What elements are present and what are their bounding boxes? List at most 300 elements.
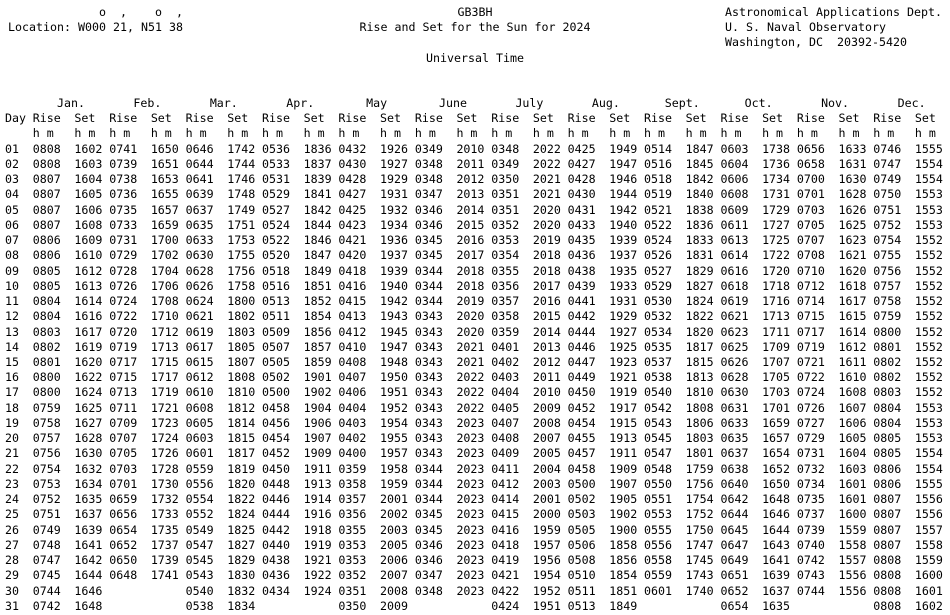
corner-cell (5, 96, 33, 111)
set-cell: 1615 (838, 309, 867, 324)
rise-cell: 0424 (491, 598, 520, 613)
rise-cell: 0601 (644, 583, 673, 598)
rise-column-label: Rise (338, 111, 367, 126)
rise-cell: 0510 (567, 568, 596, 583)
rise-cell: 0748 (32, 537, 61, 552)
table-row (5, 416, 950, 431)
set-cell: 1552 (914, 309, 943, 324)
set-cell: 1556 (838, 583, 867, 598)
table-row (5, 248, 950, 263)
rise-cell: 0621 (185, 309, 214, 324)
table-row (5, 401, 950, 416)
table-row (5, 599, 950, 614)
rise-cell: 0402 (491, 354, 520, 369)
set-cell: 2023 (456, 537, 485, 552)
set-cell: 2007 (532, 431, 561, 446)
set-cell: 1605 (838, 431, 867, 446)
set-cell: 1612 (838, 339, 867, 354)
rise-cell: 0432 (338, 141, 367, 156)
set-cell: 2009 (532, 400, 561, 415)
set-cell: 1728 (150, 461, 179, 476)
set-cell: 2013 (532, 339, 561, 354)
set-cell: 1931 (380, 187, 409, 202)
rise-cell: 0738 (109, 172, 138, 187)
rise-cell: 0344 (414, 278, 443, 293)
set-cell: 1700 (150, 233, 179, 248)
rise-cell: 0654 (109, 522, 138, 537)
rise-cell: 0403 (338, 415, 367, 430)
rise-cell: 0806 (873, 461, 902, 476)
set-cell: 1815 (685, 354, 714, 369)
set-cell: 1605 (74, 187, 103, 202)
rise-cell: 0601 (185, 446, 214, 461)
rise-cell: 0626 (185, 278, 214, 293)
rise-cell: 0547 (185, 537, 214, 552)
day-cell: 11 (5, 294, 19, 309)
rise-cell: 0709 (109, 415, 138, 430)
rise-cell: 0343 (414, 400, 443, 415)
rise-cell: 0552 (185, 507, 214, 522)
rise-cell: 0457 (567, 446, 596, 461)
set-cell: 1854 (609, 568, 638, 583)
rise-cell: 0348 (491, 141, 520, 156)
rise-cell: 0554 (185, 492, 214, 507)
rise-cell: 0759 (873, 309, 902, 324)
rise-cell: 0425 (567, 141, 596, 156)
set-cell: 2016 (456, 233, 485, 248)
rise-cell: 0739 (109, 156, 138, 171)
rise-cell: 0559 (185, 461, 214, 476)
set-cell: 2018 (456, 263, 485, 278)
set-cell: 1815 (227, 431, 256, 446)
set-cell: 1833 (685, 233, 714, 248)
set-cell (151, 599, 186, 614)
set-cell: 1643 (762, 537, 791, 552)
set-cell: 1552 (914, 385, 943, 400)
rise-cell: 0724 (796, 385, 825, 400)
rise-cell: 0531 (262, 172, 291, 187)
set-cell: 1943 (380, 309, 409, 324)
rise-cell: 0345 (414, 522, 443, 537)
table-row (5, 553, 950, 568)
sun-rise-set-table (5, 96, 950, 614)
set-cell: 1653 (150, 172, 179, 187)
set-cell: 1927 (380, 156, 409, 171)
set-cell: 1956 (532, 553, 561, 568)
set-cell: 1646 (74, 583, 103, 598)
set-cell: 1902 (303, 385, 332, 400)
rise-cell: 0806 (32, 233, 61, 248)
rise-cell: 0454 (567, 415, 596, 430)
set-cell: 1957 (532, 537, 561, 552)
set-cell: 1646 (762, 507, 791, 522)
set-cell: 1753 (227, 233, 256, 248)
set-cell: 1842 (685, 172, 714, 187)
set-cell: 2020 (532, 217, 561, 232)
rise-cell: 0346 (414, 553, 443, 568)
rise-cell: 0452 (567, 400, 596, 415)
rise-cell: 0356 (338, 507, 367, 522)
rise-unit-label: h m (185, 126, 207, 141)
rise-cell: 0349 (491, 156, 520, 171)
table-row (5, 462, 950, 477)
rise-cell: 0656 (796, 141, 825, 156)
rise-cell: 0608 (185, 400, 214, 415)
agency-block (725, 5, 942, 51)
rise-cell: 0357 (338, 492, 367, 507)
set-cell: 1921 (303, 553, 332, 568)
set-cell: 1909 (303, 446, 332, 461)
set-cell: 1726 (150, 446, 179, 461)
rise-cell: 0411 (491, 461, 520, 476)
set-cell: 2020 (532, 202, 561, 217)
set-cell: 1940 (380, 278, 409, 293)
set-cell: 1958 (380, 461, 409, 476)
set-cell: 1834 (227, 598, 256, 613)
rise-cell: 0800 (32, 370, 61, 385)
set-column-label: Set (609, 111, 631, 126)
set-cell: 2013 (456, 187, 485, 202)
rise-cell: 0721 (796, 354, 825, 369)
rise-cell: 0652 (109, 537, 138, 552)
rise-cell: 0415 (491, 507, 520, 522)
set-cell: 1606 (838, 415, 867, 430)
set-cell: 1748 (227, 187, 256, 202)
set-cell: 2012 (532, 354, 561, 369)
rise-cell: 0439 (567, 278, 596, 293)
set-cell: 1724 (150, 431, 179, 446)
day-cell: 16 (5, 370, 19, 385)
set-cell: 1854 (303, 309, 332, 324)
set-unit-label: h m (838, 126, 860, 141)
set-cell (686, 599, 721, 614)
rise-cell: 0345 (414, 507, 443, 522)
day-cell: 25 (5, 507, 19, 522)
rise-cell: 0737 (796, 507, 825, 522)
set-cell: 1925 (609, 339, 638, 354)
rise-cell: 0543 (185, 568, 214, 583)
rise-cell: 0555 (644, 522, 673, 537)
set-cell: 1742 (227, 141, 256, 156)
rise-column-label: Rise (720, 111, 749, 126)
set-column-label: Set (762, 111, 784, 126)
table-row (5, 294, 950, 309)
set-cell: 1618 (838, 278, 867, 293)
set-cell: 1607 (838, 400, 867, 415)
set-cell: 1711 (762, 324, 791, 339)
rise-cell: 0355 (491, 263, 520, 278)
rise-cell: 0348 (414, 583, 443, 598)
set-cell: 1738 (762, 141, 791, 156)
set-cell: 1716 (762, 294, 791, 309)
set-cell: 1820 (685, 324, 714, 339)
rise-cell: 0807 (873, 492, 902, 507)
rise-cell: 0535 (644, 339, 673, 354)
rise-cell: 0516 (262, 278, 291, 293)
rise-cell: 0344 (414, 476, 443, 491)
set-cell: 1604 (74, 172, 103, 187)
set-cell: 2023 (456, 553, 485, 568)
rise-cell: 0726 (109, 278, 138, 293)
rise-cell: 0347 (414, 187, 443, 202)
rise-column-label: Rise (109, 111, 138, 126)
set-cell: 2023 (456, 583, 485, 598)
rise-cell: 0410 (338, 339, 367, 354)
rise-cell: 0414 (491, 492, 520, 507)
set-cell: 1740 (685, 583, 714, 598)
rise-cell: 0444 (262, 507, 291, 522)
rise-unit-label: h m (338, 126, 360, 141)
set-cell: 1837 (303, 156, 332, 171)
rise-cell: 0521 (644, 202, 673, 217)
rise-unit-label: h m (720, 126, 742, 141)
set-cell: 1705 (762, 370, 791, 385)
rise-cell: 0507 (262, 339, 291, 354)
set-cell: 1957 (380, 446, 409, 461)
rise-cell: 0746 (873, 141, 902, 156)
rise-cell: 0547 (644, 446, 673, 461)
set-cell: 1751 (227, 217, 256, 232)
rise-cell: 0346 (414, 202, 443, 217)
set-cell: 1750 (685, 522, 714, 537)
rise-cell: 0802 (873, 370, 902, 385)
set-cell: 1752 (685, 507, 714, 522)
set-cell: 1701 (762, 400, 791, 415)
set-cell: 2009 (380, 598, 409, 613)
rise-cell: 0354 (491, 248, 520, 263)
rise-cell: 0345 (414, 248, 443, 263)
set-cell: 1554 (914, 172, 943, 187)
rise-column-label: Rise (644, 111, 673, 126)
set-cell: 2015 (532, 309, 561, 324)
set-cell: 1552 (914, 233, 943, 248)
rise-cell: 0628 (720, 370, 749, 385)
rise-cell: 0758 (873, 294, 902, 309)
rise-cell: 0740 (796, 537, 825, 552)
set-cell: 2001 (532, 492, 561, 507)
set-cell: 1600 (838, 507, 867, 522)
rise-cell: 0612 (185, 370, 214, 385)
rise-cell: 0444 (567, 324, 596, 339)
day-cell: 08 (5, 248, 19, 263)
set-cell: 1655 (150, 187, 179, 202)
rise-cell: 0700 (796, 172, 825, 187)
rise-cell: 0805 (32, 278, 61, 293)
day-cell: 24 (5, 492, 19, 507)
set-cell: 1849 (609, 598, 638, 613)
set-cell: 1911 (303, 461, 332, 476)
rise-cell: 0421 (338, 233, 367, 248)
day-cell: 06 (5, 217, 19, 232)
set-cell: 1746 (227, 172, 256, 187)
rise-cell: 0616 (720, 263, 749, 278)
table-row (5, 446, 950, 461)
set-cell: 1641 (762, 553, 791, 568)
rise-cell: 0425 (338, 202, 367, 217)
rise-column-label: Rise (262, 111, 291, 126)
set-cell: 1633 (838, 141, 867, 156)
rise-cell: 0756 (873, 263, 902, 278)
set-cell: 1713 (762, 309, 791, 324)
set-cell: 1651 (150, 156, 179, 171)
rise-cell: 0801 (32, 354, 61, 369)
rise-cell: 0630 (720, 385, 749, 400)
set-cell: 1803 (227, 324, 256, 339)
set-cell: 2007 (380, 568, 409, 583)
set-unit-label: h m (227, 126, 249, 141)
table-row (5, 538, 950, 553)
rise-cell: 0527 (262, 202, 291, 217)
set-cell: 2002 (380, 507, 409, 522)
table-row (5, 584, 950, 599)
set-cell: 1947 (609, 156, 638, 171)
rise-cell: 0405 (491, 400, 520, 415)
rise-cell: 0753 (32, 476, 61, 491)
set-cell: 1810 (685, 385, 714, 400)
month-header-cell: Nov. (821, 96, 850, 110)
day-cell: 19 (5, 415, 19, 430)
set-cell: 1635 (762, 598, 791, 613)
set-cell: 1702 (150, 248, 179, 263)
rise-cell: 0606 (720, 172, 749, 187)
set-cell: 1610 (838, 370, 867, 385)
rise-cell: 0751 (873, 202, 902, 217)
rise-unit-label: h m (644, 126, 666, 141)
month-header-cell: May (366, 96, 388, 110)
set-cell: 1736 (762, 156, 791, 171)
set-cell: 2016 (532, 294, 561, 309)
rise-cell: 0807 (32, 187, 61, 202)
column-label-row (5, 111, 950, 126)
month-header-cell: Oct. (744, 96, 773, 110)
agency-line-1: Astronomical Applications Dept. (725, 5, 942, 19)
set-cell: 1652 (762, 461, 791, 476)
set-cell: 2008 (380, 583, 409, 598)
rise-cell: 0729 (796, 431, 825, 446)
set-cell: 2022 (456, 385, 485, 400)
set-cell: 1808 (227, 370, 256, 385)
set-cell: 2019 (532, 233, 561, 248)
set-cell: 1713 (150, 339, 179, 354)
rise-cell: 0454 (262, 431, 291, 446)
set-cell: 1614 (838, 324, 867, 339)
rise-cell: 0442 (262, 522, 291, 537)
set-cell: 1824 (227, 507, 256, 522)
rise-cell: 0522 (262, 233, 291, 248)
rise-cell: 0503 (567, 507, 596, 522)
rise-cell: 0524 (262, 217, 291, 232)
set-cell: 1619 (74, 339, 103, 354)
set-cell: 1856 (609, 553, 638, 568)
set-cell: 1741 (150, 568, 179, 583)
coordinate-unit-marks: o , o , (8, 5, 183, 19)
rise-cell: 0800 (32, 385, 61, 400)
rise-cell: 0530 (644, 294, 673, 309)
set-cell: 1630 (838, 172, 867, 187)
set-cell: 1717 (150, 370, 179, 385)
rise-cell: 0404 (491, 385, 520, 400)
rise-cell: 0350 (338, 598, 367, 613)
rise-cell: 0355 (338, 522, 367, 537)
rise-cell: 0520 (262, 248, 291, 263)
set-cell: 1708 (150, 294, 179, 309)
set-cell: 1709 (762, 339, 791, 354)
rise-cell: 0516 (644, 156, 673, 171)
rise-cell: 0806 (32, 248, 61, 263)
rise-cell: 0625 (720, 339, 749, 354)
rise-cell: 0502 (262, 370, 291, 385)
rise-cell: 0343 (414, 370, 443, 385)
day-cell: 04 (5, 187, 19, 202)
set-cell: 2023 (456, 461, 485, 476)
rise-cell: 0635 (720, 431, 749, 446)
rise-cell: 0420 (338, 248, 367, 263)
set-cell: 2003 (380, 522, 409, 537)
set-column-label: Set (532, 111, 554, 126)
set-cell: 1552 (914, 370, 943, 385)
set-cell: 1558 (838, 537, 867, 552)
set-cell: 1838 (685, 202, 714, 217)
set-cell: 1727 (762, 217, 791, 232)
agency-line-3: Washington, DC 20392-5420 (725, 35, 907, 50)
rise-cell: 0436 (567, 248, 596, 263)
set-cell: 1608 (838, 385, 867, 400)
set-cell: 1931 (609, 294, 638, 309)
set-cell: 1756 (685, 476, 714, 491)
set-cell: 1940 (609, 217, 638, 232)
rise-column-label: Rise (185, 111, 214, 126)
set-cell (151, 584, 186, 599)
set-cell: 1955 (380, 431, 409, 446)
rise-cell: 0343 (414, 339, 443, 354)
rise-cell: 0638 (720, 461, 749, 476)
rise-cell: 0728 (109, 263, 138, 278)
set-cell: 1706 (150, 278, 179, 293)
rise-cell: 0720 (109, 324, 138, 339)
set-cell: 1556 (914, 492, 943, 507)
set-cell: 1909 (609, 461, 638, 476)
set-cell: 1601 (914, 583, 943, 598)
set-cell: 1559 (914, 553, 943, 568)
set-cell: 1704 (150, 263, 179, 278)
rise-cell: 0605 (185, 415, 214, 430)
rise-cell: 0344 (414, 294, 443, 309)
set-cell: 2022 (456, 370, 485, 385)
rise-cell: 0549 (185, 522, 214, 537)
set-cell: 1948 (380, 354, 409, 369)
set-cell: 1657 (762, 431, 791, 446)
rise-cell: 0619 (720, 294, 749, 309)
rise-cell: 0345 (414, 233, 443, 248)
rise-cell: 0617 (185, 339, 214, 354)
set-cell: 1659 (150, 217, 179, 232)
set-cell: 1936 (380, 233, 409, 248)
set-cell: 1939 (380, 263, 409, 278)
rise-cell: 0543 (644, 415, 673, 430)
table-row (5, 218, 950, 233)
rise-cell: 0534 (644, 324, 673, 339)
rise-cell: 0350 (491, 172, 520, 187)
rise-cell: 0447 (567, 354, 596, 369)
rise-cell: 0736 (109, 187, 138, 202)
set-cell (838, 599, 873, 614)
set-cell: 1810 (227, 385, 256, 400)
rise-cell: 0344 (414, 492, 443, 507)
set-cell: 1901 (303, 370, 332, 385)
rise-cell: 0802 (873, 354, 902, 369)
rise-column-label: Rise (796, 111, 825, 126)
set-cell: 1831 (685, 248, 714, 263)
